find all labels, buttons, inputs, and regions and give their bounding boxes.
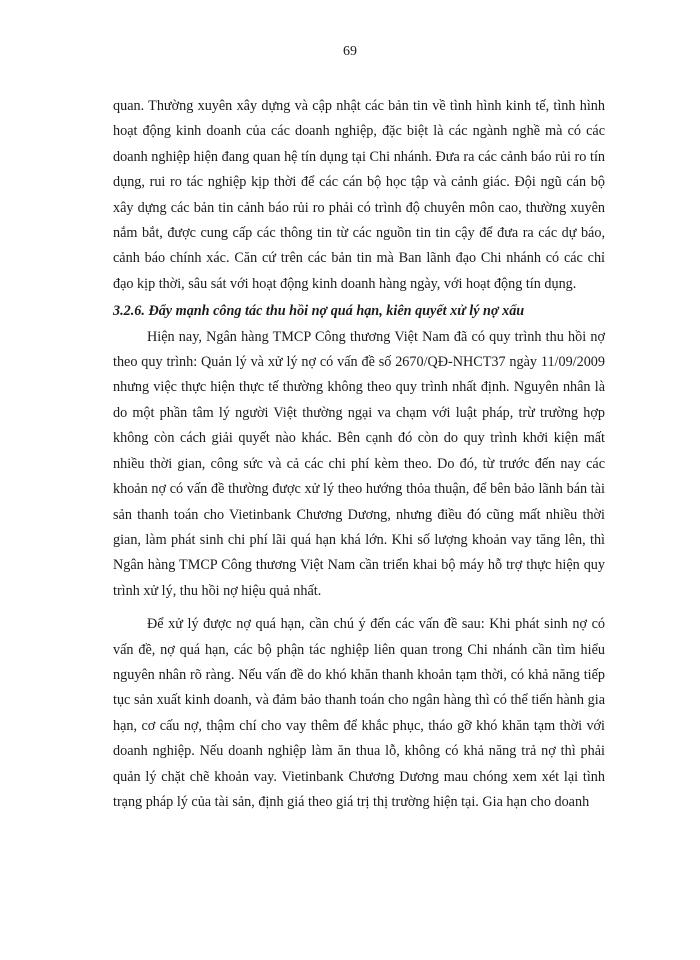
document-body xyxy=(113,94,605,815)
page-number: 69 xyxy=(343,44,357,59)
paragraph-1: quan. Thường xuyên xây dựng và cập nhật các bản tin về tình hình kinh tế, tình hình hoạt động kinh doanh của các doanh nghiệp, đặc biệt là các ngành nghề mà có các doanh nghiệp hiện đang quan hệ tín dụng tại Chi nhánh. Đưa ra các cảnh báo rủi ro tín dụng, rui ro tác nghiệp kịp thời để các cán bộ học tập và cảnh giác. Đội ngũ cán bộ xây dựng các bản tin cảnh báo rủi ro phải có trình độ chuyên môn cao, thường xuyên nắm bắt, được cung cấp các thông tin từ các nguồn tin tin cậy để đưa ra các dự báo, cảnh báo chính xác. Căn cứ trên các bản tin mà Ban lãnh đạo Chi nhánh có các chỉ đạo kịp thời, sâu sát với hoạt động kinh doanh hàng ngày, với hoạt động tín dụng. xyxy=(113,98,605,292)
paragraph-3: Để xử lý được nợ quá hạn, cần chú ý đến các vấn đề sau: Khi phát sinh nợ có vấn đề, nợ quá hạn, các bộ phận tác nghiệp liên quan trong Chi nhánh cần tìm hiểu nguyên nhân rõ ràng. Nếu vấn đề do khó khăn thanh khoản tạm thời, có khả năng tiếp tục sản xuất kinh doanh, và đảm bảo thanh toán cho ngân hàng thì có thể tiến hành gia hạn, cơ cấu nợ, thậm chí cho vay thêm để khắc phục, tháo gỡ khó khăn tạm thời với doanh nghiệp. Nếu doanh nghiệp làm ăn thua lỗ, không có khả năng trả nợ thì phải quản lý chặt chẽ khoản vay. Vietinbank Chương Dương mau chóng xem xét lại tình trạng pháp lý của tài sản, định giá theo giá trị thị trường hiện tại. Gia hạn cho doanh xyxy=(113,616,605,810)
paragraph-2: Hiện nay, Ngân hàng TMCP Công thương Việt Nam đã có quy trình thu hồi nợ theo quy trình: Quản lý và xử lý nợ có vấn đề số 2670/QĐ-NHCT37 ngày 11/09/2009 nhưng việc thực hiện thực tế thường không theo quy trình nhất định. Nguyên nhân là do một phần tâm lý người Việt thường ngại va chạm với luật pháp, trừ trường hợp không còn cách giải quyết nào khác. Bên cạnh đó còn do quy trình khởi kiện mất nhiều thời gian, công sức và cả các chi phí kèm theo. Do đó, từ trước đến nay các khoản nợ có vấn đề thường được xử lý theo hướng thỏa thuận, để bên bảo lãnh bán tài sản thanh toán cho Vietinbank Chương Dương, nhưng điều đó cũng mất nhiều thời gian, làm phát sinh chi phí lãi quá hạn khá lớn. Khi số lượng khoản vay tăng lên, thì Ngân hàng TMCP Công thương Việt Nam cần triển khai bộ máy hỗ trợ thực hiện quy trình xử lý, thu hồi nợ hiệu quả nhất. xyxy=(113,328,605,599)
section-heading: 3.2.6. Đẩy mạnh công tác thu hồi nợ quá hạn, kiên quyết xử lý nợ xấu xyxy=(113,303,525,320)
